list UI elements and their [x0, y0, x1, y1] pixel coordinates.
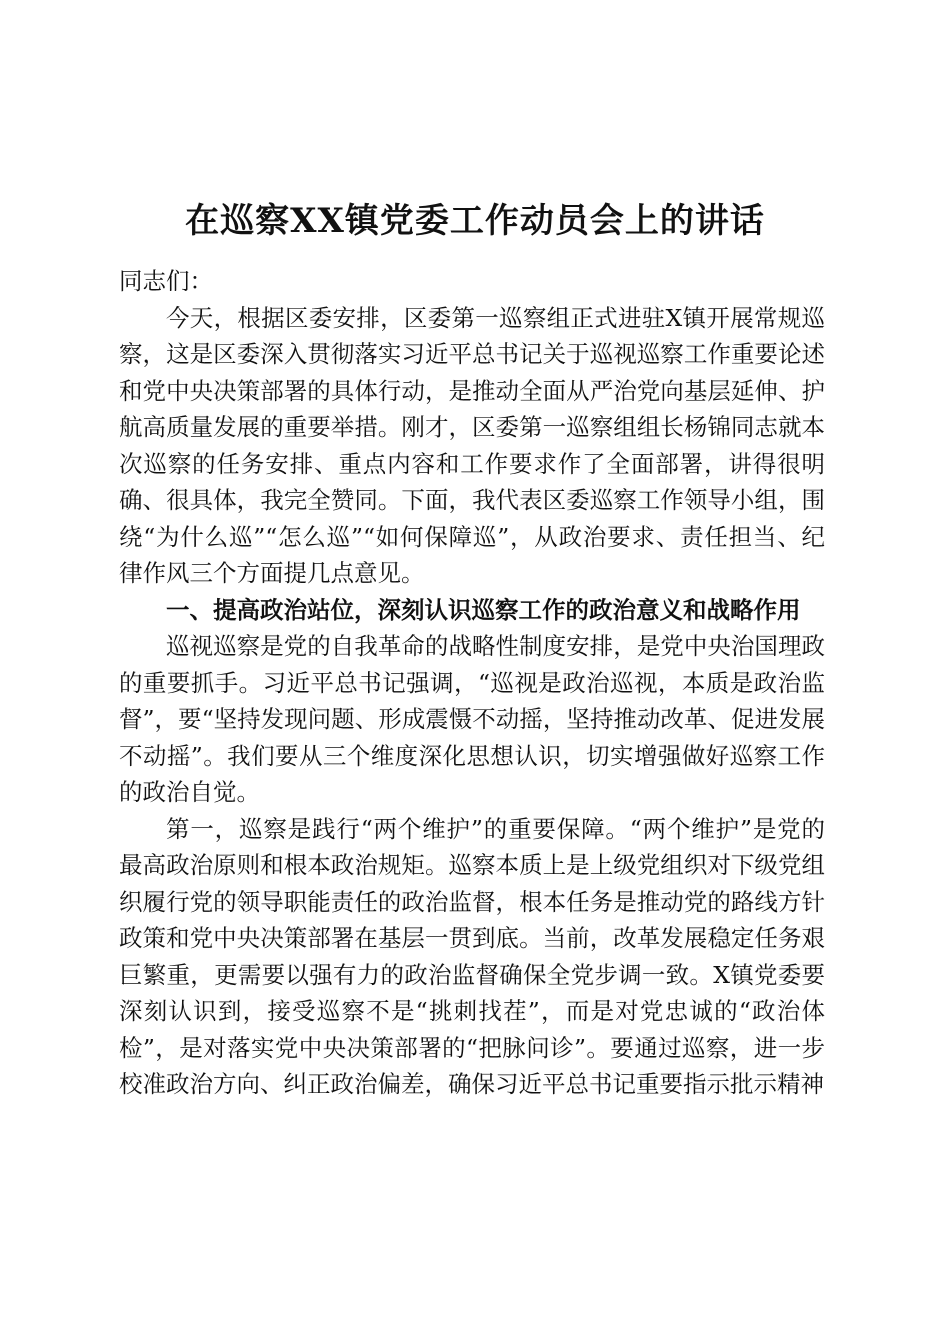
section1-paragraph-1: 巡视巡察是党的自我革命的战略性制度安排，是党中央治国理政的重要抓手。习近平总书记强调，“巡视是政治巡视，本质是政治监督”，要“坚持发现问题、形成震慑不动摇，坚持推动改革、促进发展不动摇”。我们要从三个维度深化思想认识，切实增强做好巡察工作的政治自觉。: [119, 632, 825, 806]
section1-paragraph-2: 第一，巡察是践行“两个维护”的重要保障。“两个维护”是党的最高政治原则和根本政治规矩。巡察本质上是上级党组织对下级党组织履行党的领导职能责任的政治监督，根本任务是推动党的路线方针政策和党中央决策部署在基层一贯到底。当前，改革发展稳定任务艰巨繁重，更需要以强有力的政治监督确保全党步调一致。X镇党委要深刻认识到，接受巡察不是“挑刺找茬”，而是对党忠诚的“政治体检”，是对落实党中央决策部署的“把脉问诊”。要通过巡察，进一步校准政治方向、纠正政治偏差，确保习近平总书记重要指示批示精神: [119, 814, 825, 1098]
intro-paragraph: 今天，根据区委安排，区委第一巡察组正式进驻X镇开展常规巡察，这是区委深入贯彻落实习近平总书记关于巡视巡察工作重要论述和党中央决策部署的具体行动，是推动全面从严治党向基层延伸、护航高质量发展的重要举措。刚才，区委第一巡察组组长杨锦同志就本次巡察的任务安排、重点内容和工作要求作了全面部署，讲得很明确、很具体，我完全赞同。下面，我代表区委巡察工作领导小组，围绕“为什么巡”“怎么巡”“如何保障巡”，从政治要求、责任担当、纪律作风三个方面提几点意见。: [119, 303, 825, 587]
document-title: 在巡察XX镇党委工作动员会上的讲话: [185, 201, 765, 241]
document-body: [119, 263, 825, 1103]
salutation: 同志们：: [119, 267, 213, 295]
section-heading-1: 一、提高政治站位，深刻认识巡察工作的政治意义和战略作用: [166, 595, 801, 624]
